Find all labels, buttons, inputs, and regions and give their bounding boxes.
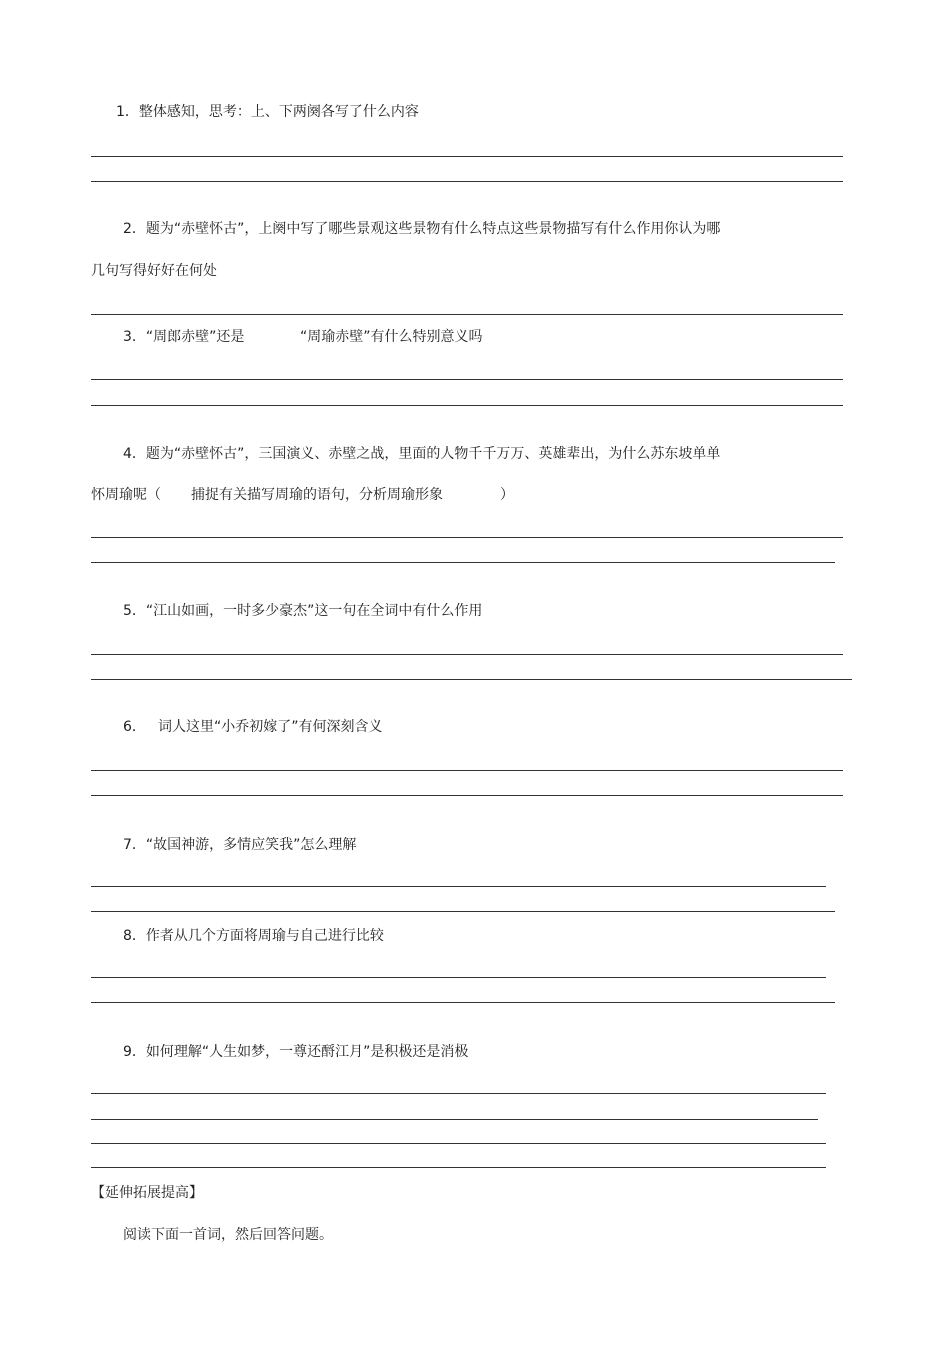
answer-line: [91, 770, 843, 771]
answer-line: [91, 537, 843, 538]
answer-line: [91, 886, 826, 887]
question-4-line-2-part-2: 捕捉有关描写周瑜的语句，分析周瑜形象: [191, 487, 443, 503]
answer-line: [91, 1143, 826, 1144]
question-3-part-1: 3．“周郎赤壁”还是: [123, 329, 245, 345]
question-2-line-2: 几句写得好好在何处: [91, 263, 217, 279]
question-4-line-2-part-1: 怀周瑜呢（: [91, 487, 161, 503]
answer-line: [91, 1002, 835, 1003]
answer-line: [91, 1167, 826, 1168]
question-9: 9．如何理解“人生如梦，一尊还酹江月”是积极还是消极: [123, 1044, 469, 1060]
answer-line: [91, 911, 835, 912]
question-5: 5．“江山如画，一时多少豪杰”这一句在全词中有什么作用: [123, 603, 483, 619]
question-7: 7．“故国神游，多情应笑我”怎么理解: [123, 837, 357, 853]
question-6-text: 词人这里“小乔初嫁了”有何深刻含义: [158, 719, 383, 735]
answer-line: [91, 795, 843, 796]
answer-line: [91, 562, 835, 563]
answer-line: [91, 1093, 826, 1094]
answer-line: [91, 379, 843, 380]
question-3-part-2: “周瑜赤壁”有什么特别意义吗: [300, 329, 483, 345]
section-instruction: 阅读下面一首词，然后回答问题。: [123, 1227, 333, 1243]
answer-line: [91, 156, 843, 157]
question-8: 8．作者从几个方面将周瑜与自己进行比较: [123, 928, 384, 944]
answer-line: [91, 977, 826, 978]
answer-line: [91, 181, 843, 182]
question-1: 1．整体感知，思考：上、下两阕各写了什么内容: [116, 104, 419, 120]
question-4-line-2-part-3: ）: [500, 487, 514, 503]
answer-line: [91, 405, 843, 406]
answer-line: [91, 654, 843, 655]
answer-line: [91, 314, 843, 315]
question-2-line-1: 2．题为“赤壁怀古”，上阕中写了哪些景观这些景物有什么特点这些景物描写有什么作用你认为哪: [123, 221, 721, 237]
answer-line: [91, 679, 852, 680]
answer-line: [91, 1119, 818, 1120]
question-4-line-1: 4．题为“赤壁怀古”，三国演义、赤壁之战，里面的人物千千万万、英雄辈出，为什么苏东坡单单: [123, 446, 721, 462]
section-heading: 【延伸拓展提高】: [91, 1185, 203, 1201]
question-6-number: 6．: [123, 719, 146, 735]
